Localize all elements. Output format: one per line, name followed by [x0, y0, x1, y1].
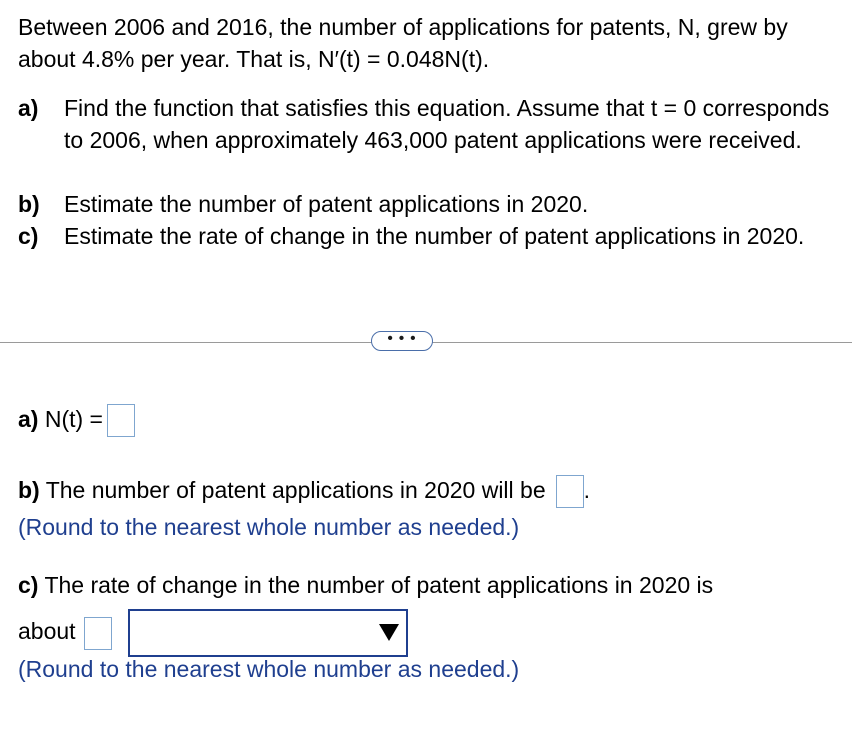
dropdown-arrow-icon: [379, 624, 399, 641]
answer-c-hint: (Round to the nearest whole number as needed.): [18, 656, 520, 682]
question-part-b: [18, 188, 838, 220]
answer-b-suffix: .: [583, 477, 591, 503]
answer-b-hint: (Round to the nearest whole number as needed.): [18, 514, 520, 540]
question-intro: Between 2006 and 2016, the number of applications for patents, N, grew by about 4.8% per year. That is, N′(t) = 0.048N(t).: [18, 14, 788, 72]
answer-b-line: [18, 474, 590, 508]
part-c-text: Estimate the rate of change in the number of patent applications in 2020.: [64, 223, 805, 249]
part-c-label: c): [18, 223, 39, 249]
question-part-a: [18, 92, 838, 156]
question-part-c: [18, 220, 838, 252]
answer-a-line: [18, 403, 135, 437]
answer-c-input[interactable]: [84, 617, 112, 650]
answer-c-line-2: [18, 609, 408, 657]
answer-c-text: The rate of change in the number of patent applications in 2020 is: [44, 572, 714, 598]
part-a-label: a): [18, 95, 39, 121]
answer-a-label: a): [18, 406, 39, 432]
answer-b-text: The number of patent applications in 2020 will be: [45, 477, 546, 503]
answer-b-label: b): [18, 477, 40, 503]
answer-c-text-2: about: [18, 618, 76, 645]
answer-b-input[interactable]: [556, 475, 584, 508]
answer-c-units-dropdown[interactable]: [128, 609, 408, 657]
show-more-button[interactable]: [371, 331, 433, 351]
part-b-text: Estimate the number of patent applications in 2020.: [64, 191, 589, 217]
answer-a-input[interactable]: [107, 404, 135, 437]
part-a-text: Find the function that satisfies this equation. Assume that t = 0 corresponds to 2006, when approximately 463,000 patent applications were received.: [64, 95, 830, 153]
answer-c-label: c): [18, 572, 39, 598]
answer-a-text: N(t) =: [44, 406, 103, 432]
answer-c-line: [18, 569, 713, 601]
ellipsis-icon: • • •: [387, 329, 417, 347]
part-b-label: b): [18, 191, 40, 217]
